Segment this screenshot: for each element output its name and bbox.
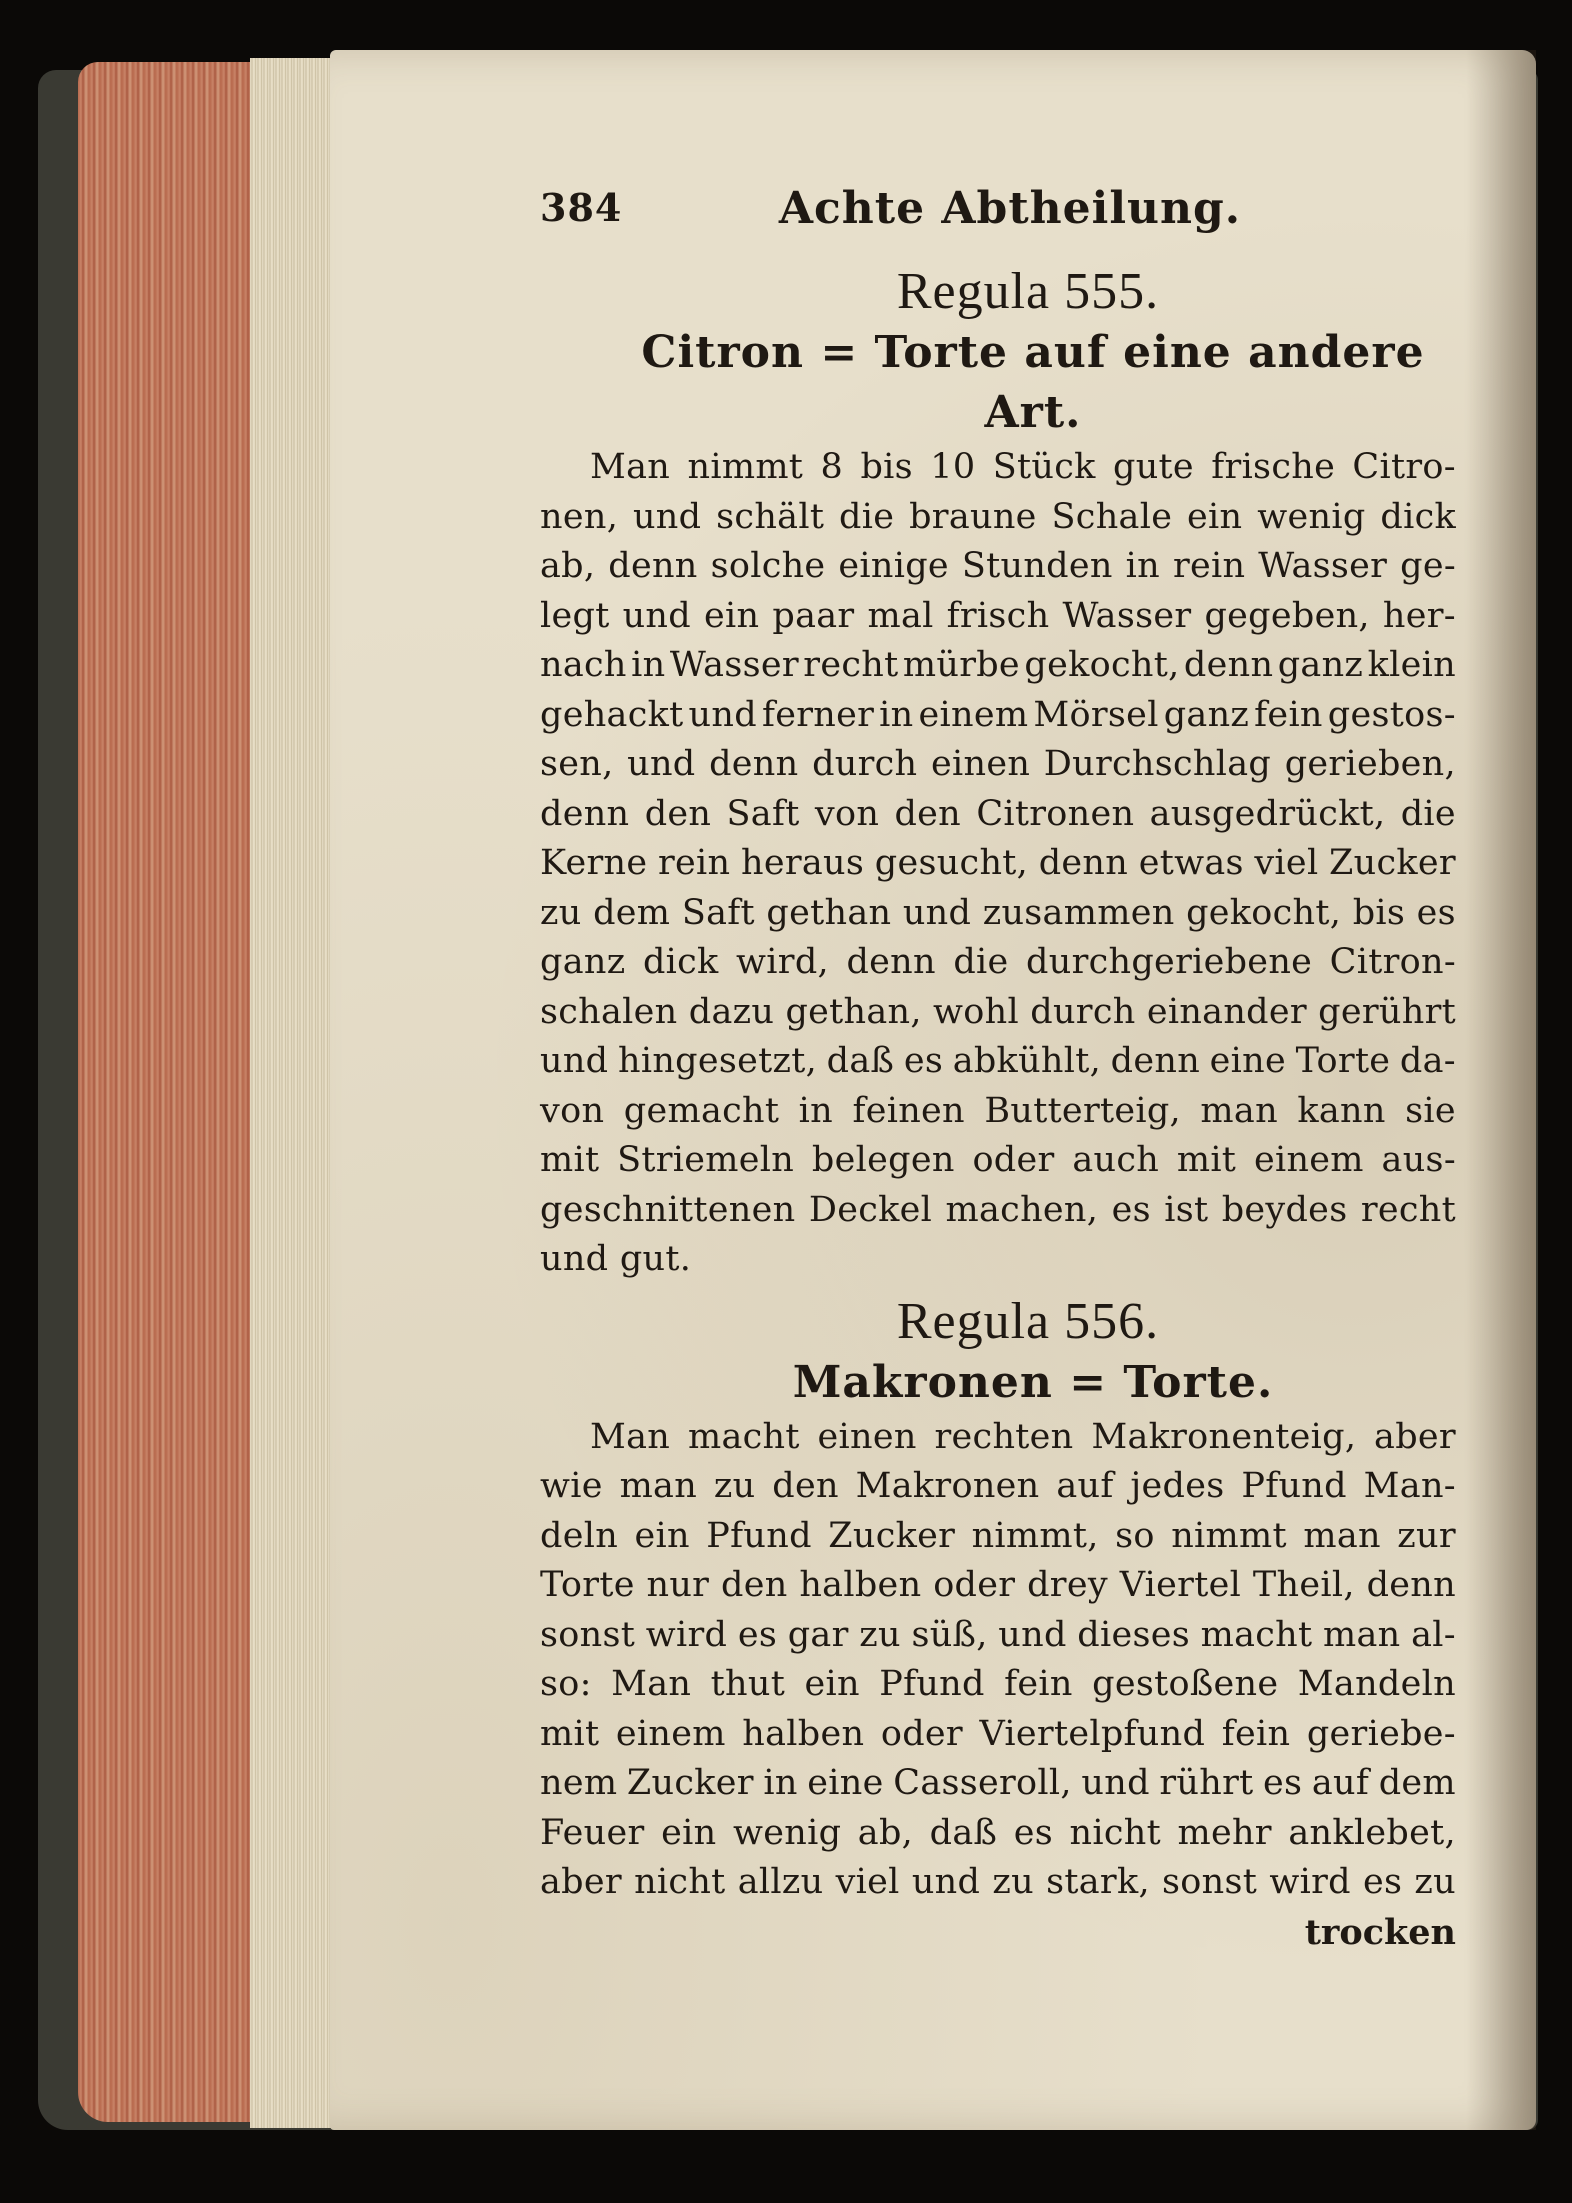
recipe-title: Citron = Torte auf eine andere Art. [641,327,1425,438]
rule-heading: Regula 555. [896,263,1160,320]
page-number: 384 [540,185,623,230]
text-line: Man nimmt 8 bis 10 Stück gute frische Citro- [590,447,1456,487]
text-line: ganz dick wird, denn die durchgeriebene Citron- [540,942,1456,982]
text-line: Torte nur den halben oder drey Viertel Theil, denn [540,1565,1456,1605]
text-line: denn den Saft von den Citronen ausgedrückt, die [540,793,1456,834]
text-line: mit einem halben oder Viertelpfund fein geriebe- [540,1713,1456,1754]
recipe-title: Makronen = Torte. [792,1356,1274,1408]
section-title: Achte Abtheilung. [778,183,1242,234]
text-line: gehackt und ferner in einem Mörsel ganz fein gestos- [540,694,1456,735]
text-line: und gut. [540,1239,692,1279]
text-line: von gemacht in feinen Butterteig, man kann sie [540,1090,1456,1131]
text-line: Man macht einen rechten Makronenteig, aber [590,1416,1456,1457]
running-head [540,165,1456,255]
text-line: schalen dazu gethan, wohl durch einander gerührt [540,991,1456,1032]
text-line: geschnittenen Deckel machen, es ist beydes recht [540,1189,1456,1230]
rule-heading: Regula 556. [896,1292,1160,1350]
rules-container [540,261,1456,1908]
text-line: Kerne rein heraus gesucht, denn etwas viel Zucker [540,843,1456,883]
text-line: ab, denn solche einige Stunden in rein Wasser ge- [540,546,1456,586]
text-line: nen, und schält die braune Schale ein wenig dick [540,496,1456,537]
text-line: deln ein Pfund Zucker nimmt, so nimmt man zur [540,1515,1456,1556]
text-line: wie man zu den Makronen auf jedes Pfund Man- [540,1466,1456,1506]
book-page [330,50,1536,2130]
text-line: sen, und denn durch einen Durchschlag gerieben, [540,744,1456,784]
text-line: sonst wird es gar zu süß, und dieses macht man al- [540,1614,1456,1655]
text-line: legt und ein paar mal frisch Wasser gegeben, her- [540,595,1456,636]
text-line: und hingesetzt, daß es abkühlt, denn eine Torte da- [540,1041,1456,1081]
page-text [540,165,1456,1958]
text-line: nach in Wasser recht mürbe gekocht, denn ganz klein [540,645,1456,685]
text-line: so: Man thut ein Pfund fein gestoßene Mandeln [540,1664,1456,1704]
recipe-paragraph [540,443,1456,1285]
text-line: nem Zucker in eine Casseroll, und rührt es auf dem [540,1763,1456,1803]
text-line: mit Striemeln belegen oder auch mit einem aus- [540,1140,1456,1180]
recipe-paragraph [540,1413,1456,1908]
gutter-shadow [1466,50,1536,2130]
text-line: aber nicht allzu viel und zu stark, sonst wird es zu [540,1862,1456,1902]
text-line: zu dem Saft gethan und zusammen gekocht, bis es [540,892,1456,933]
text-line: Feuer ein wenig ab, daß es nicht mehr anklebet, [540,1812,1456,1853]
catchword: trocken [1304,1911,1456,1953]
